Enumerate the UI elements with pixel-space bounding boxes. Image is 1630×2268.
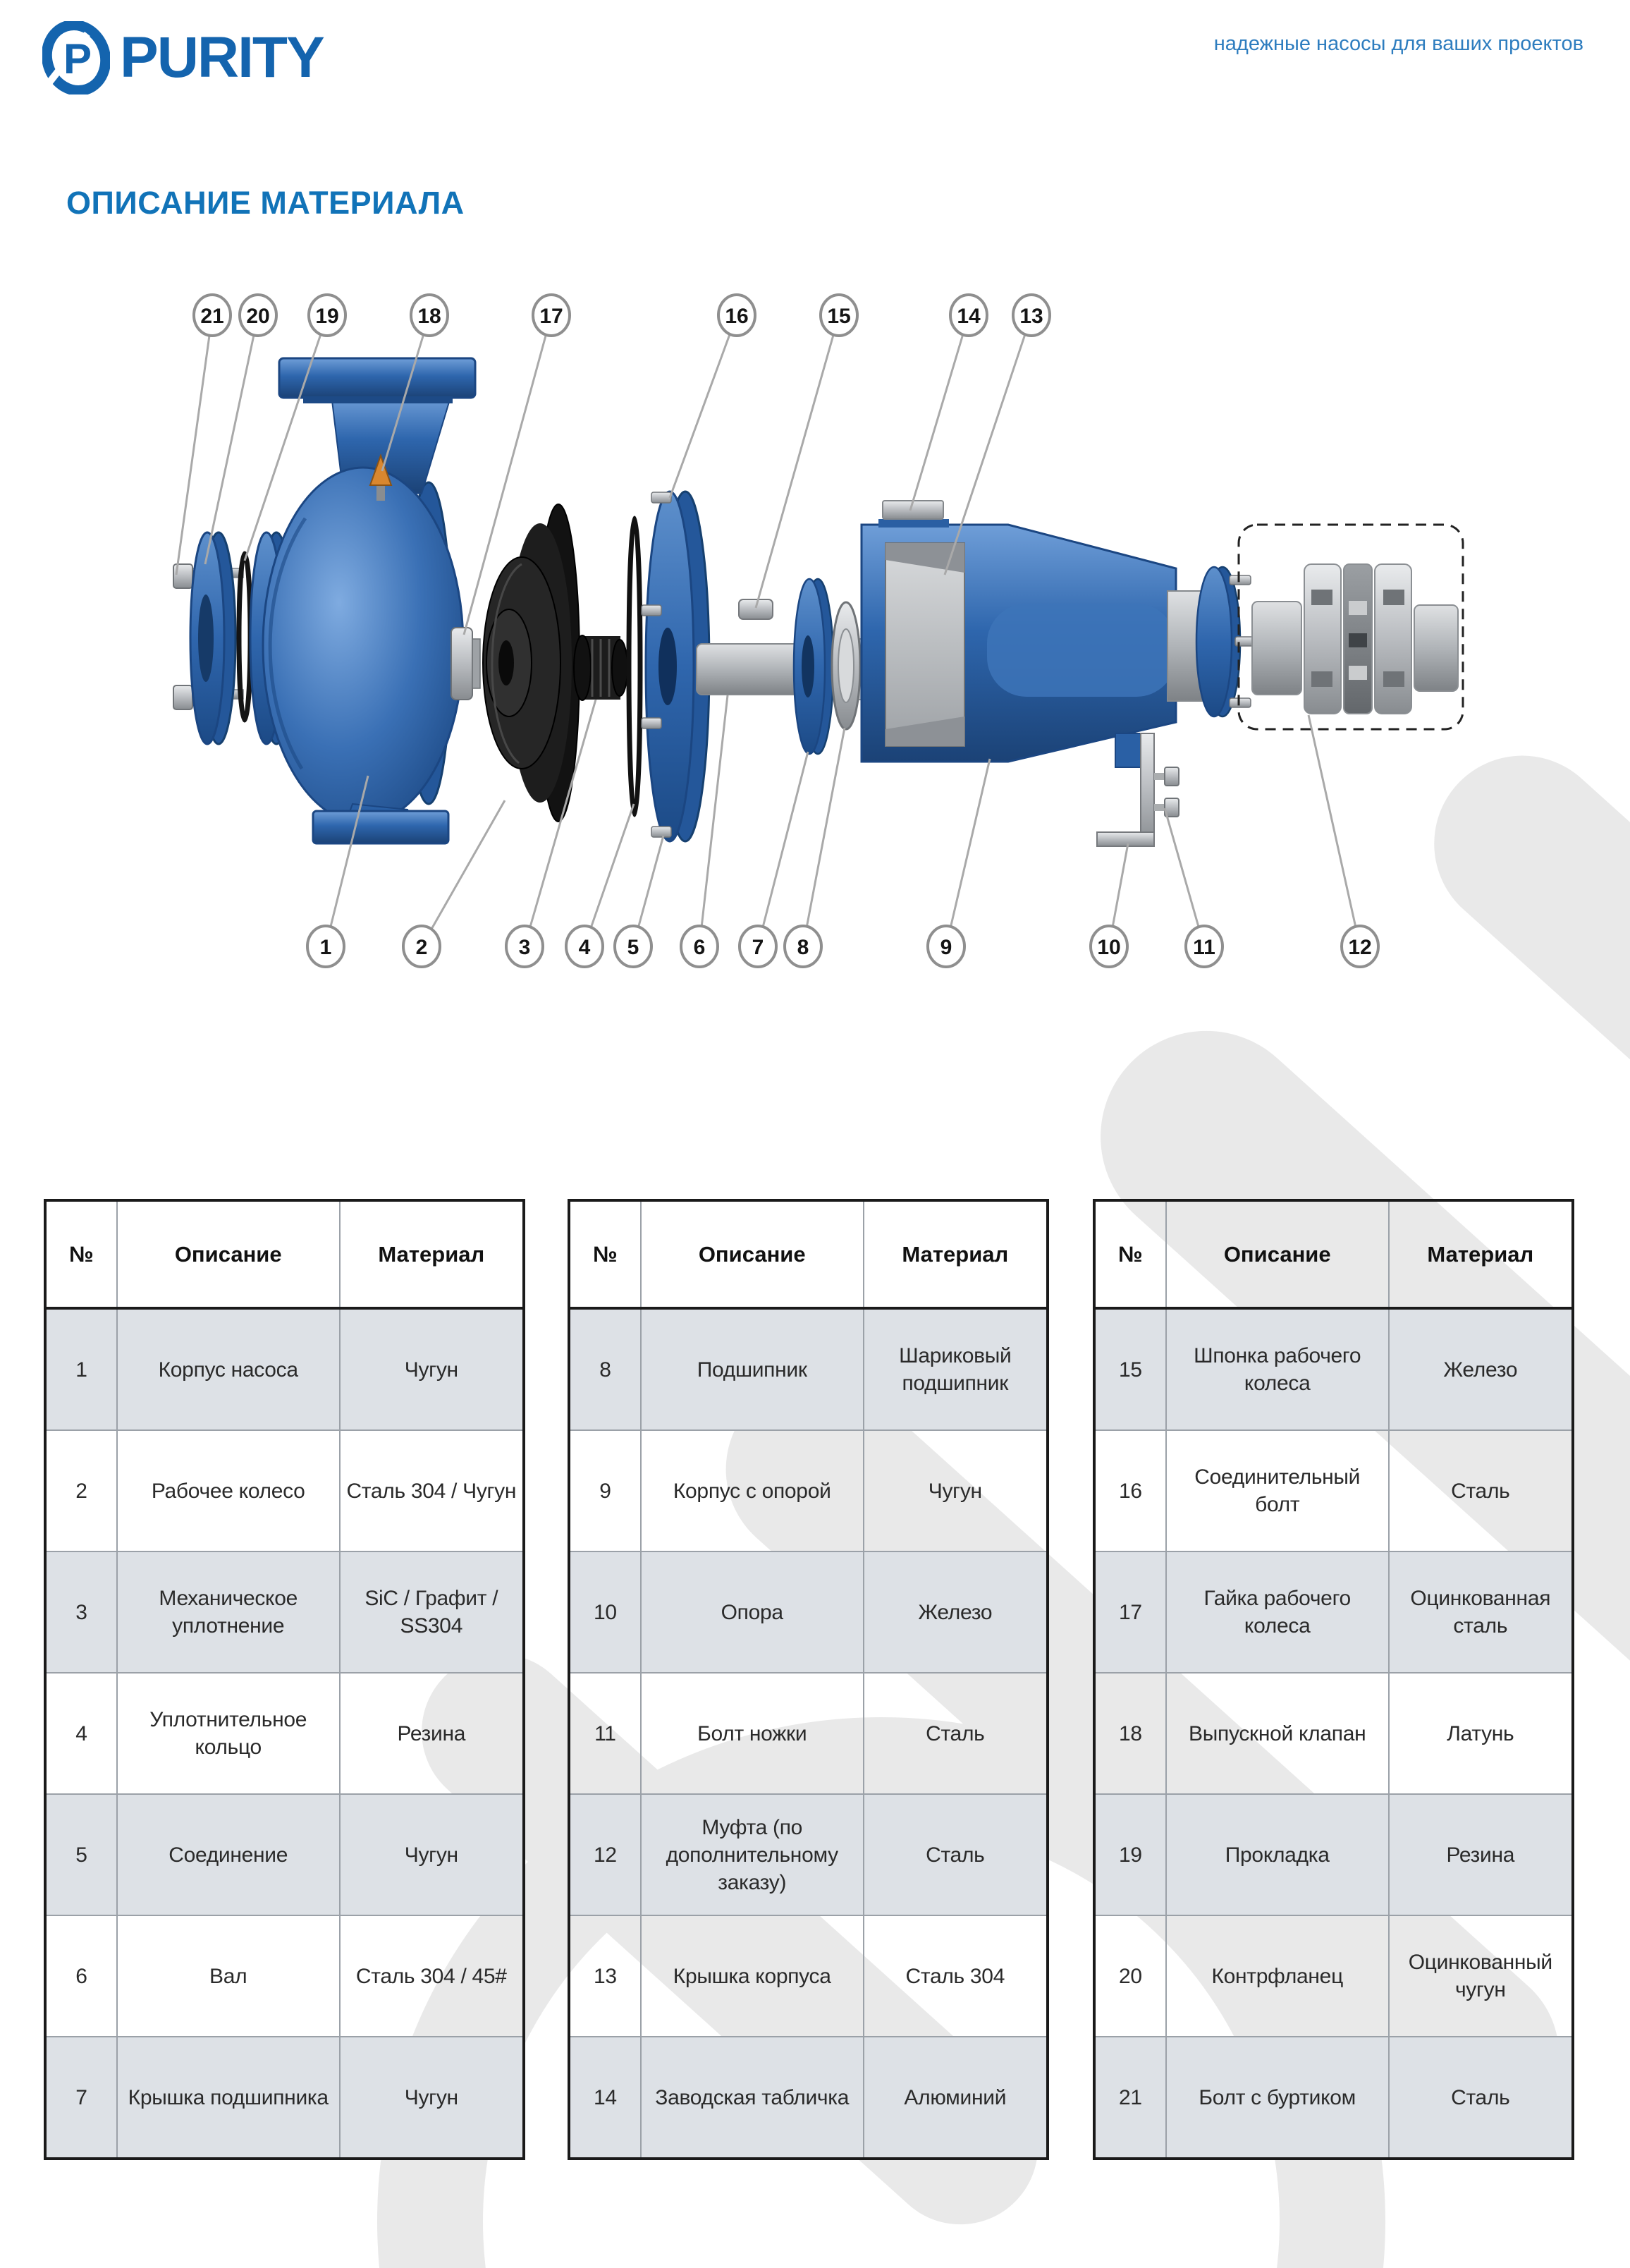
callout-number-12: 12	[1348, 936, 1372, 959]
materials-table-2	[568, 1199, 1049, 2160]
table-header-cell: №	[45, 1200, 117, 1308]
callout-number-2: 2	[415, 936, 428, 959]
table-cell: 12	[569, 1794, 641, 1915]
rear-bearing-cover	[1168, 567, 1256, 717]
table-row	[45, 1794, 524, 1915]
table-header-cell: Материал	[1389, 1200, 1573, 1308]
table-row	[569, 1551, 1048, 1673]
table-cell: Болт ножки	[641, 1673, 864, 1794]
callout-number-4: 4	[578, 936, 591, 959]
table-cell: SiC / Графит / SS304	[340, 1551, 524, 1673]
table-cell: 1	[45, 1308, 117, 1430]
table-header-cell: №	[1094, 1200, 1166, 1308]
callout-number-3: 3	[518, 936, 531, 959]
materials-table-1	[44, 1199, 525, 2160]
callout-leader-15	[756, 315, 839, 608]
table-cell: 10	[569, 1551, 641, 1673]
table-header-row	[45, 1200, 524, 1308]
table-cell: Сталь 304 / 45#	[340, 1915, 524, 2037]
table-cell: Сталь	[864, 1794, 1048, 1915]
table-cell: Оцинкованный чугун	[1389, 1915, 1573, 2037]
table-cell: Сталь 304	[864, 1915, 1048, 2037]
table-cell: Выпускной клапан	[1166, 1673, 1389, 1794]
table-row	[569, 1308, 1048, 1430]
table-header-cell: №	[569, 1200, 641, 1308]
table-cell: Вал	[117, 1915, 340, 2037]
table-row	[1094, 2037, 1573, 2159]
table-header-row	[1094, 1200, 1573, 1308]
table-cell: Алюминий	[864, 2037, 1048, 2159]
table-cell: 20	[1094, 1915, 1166, 2037]
table-cell: Рабочее колесо	[117, 1430, 340, 1551]
page-title: ОПИСАНИЕ МАТЕРИАЛА	[66, 185, 465, 221]
table-cell: 2	[45, 1430, 117, 1551]
impeller-key	[739, 599, 773, 619]
callout-number-17: 17	[539, 305, 563, 328]
table-row	[45, 1308, 524, 1430]
table-cell: Подшипник	[641, 1308, 864, 1430]
materials-table-3	[1093, 1199, 1574, 2160]
table-cell: Резина	[340, 1673, 524, 1794]
table-cell: Шариковый подшипник	[864, 1308, 1048, 1430]
table-cell: Корпус насоса	[117, 1308, 340, 1430]
table-row	[1094, 1915, 1573, 2037]
table-cell: 21	[1094, 2037, 1166, 2159]
callout-number-11: 11	[1193, 936, 1215, 959]
table-header-cell: Описание	[641, 1200, 864, 1308]
table-cell: 15	[1094, 1308, 1166, 1430]
table-cell: Соединение	[117, 1794, 340, 1915]
table-cell: 18	[1094, 1673, 1166, 1794]
table-cell: Крышка корпуса	[641, 1915, 864, 2037]
callout-leader-4	[584, 804, 634, 946]
table-cell: Резина	[1389, 1794, 1573, 1915]
foot-bolts	[1154, 767, 1179, 817]
callout-number-10: 10	[1097, 936, 1121, 959]
callout-number-15: 15	[827, 305, 851, 328]
table-row	[569, 1430, 1048, 1551]
callout-number-19: 19	[315, 305, 339, 328]
callout-number-9: 9	[940, 936, 952, 959]
table-cell: Железо	[864, 1551, 1048, 1673]
table-header-cell: Материал	[864, 1200, 1048, 1308]
impeller	[483, 504, 580, 822]
table-cell: Шпонка рабочего колеса	[1166, 1308, 1389, 1430]
pump-casing	[250, 358, 475, 843]
callout-number-5: 5	[627, 936, 639, 959]
callout-number-20: 20	[246, 305, 270, 328]
table-cell: Крышка подшипника	[117, 2037, 340, 2159]
table-cell: Муфта (по дополнительному заказу)	[641, 1794, 864, 1915]
table-cell: Чугун	[340, 1308, 524, 1430]
table-row	[569, 1673, 1048, 1794]
table-cell: 6	[45, 1915, 117, 2037]
table-row	[569, 1794, 1048, 1915]
svg-text:P: P	[63, 35, 92, 83]
table-cell: Чугун	[340, 2037, 524, 2159]
coupling-group	[1239, 525, 1463, 729]
table-cell: Чугун	[864, 1430, 1048, 1551]
header-tagline: надежные насосы для ваших проектов	[1213, 32, 1583, 55]
logo-text: PURITY	[120, 25, 324, 90]
table-cell: Латунь	[1389, 1673, 1573, 1794]
table-row	[45, 1915, 524, 2037]
table-cell: Сталь	[1389, 1430, 1573, 1551]
gasket-ring	[239, 554, 250, 720]
table-cell: Контрфланец	[1166, 1915, 1389, 2037]
table-cell: Заводская табличка	[641, 2037, 864, 2159]
table-cell: Корпус с опорой	[641, 1430, 864, 1551]
bearing-housing	[862, 525, 1176, 767]
table-cell: Оцинкованная сталь	[1389, 1551, 1573, 1673]
o-ring	[629, 518, 640, 815]
counter-flange	[190, 532, 235, 744]
table-cell: Железо	[1389, 1308, 1573, 1430]
callout-number-7: 7	[752, 936, 764, 959]
bearing-cover	[794, 579, 833, 754]
callout-number-8: 8	[797, 936, 809, 959]
table-header-row	[569, 1200, 1048, 1308]
table-cell: 8	[569, 1308, 641, 1430]
table-row	[1094, 1673, 1573, 1794]
purity-logo-icon	[42, 21, 110, 94]
table-cell: Болт с буртиком	[1166, 2037, 1389, 2159]
callout-number-16: 16	[725, 305, 749, 328]
table-cell: 9	[569, 1430, 641, 1551]
table-cell: Прокладка	[1166, 1794, 1389, 1915]
callout-number-14: 14	[957, 305, 981, 328]
table-header-cell: Описание	[1166, 1200, 1389, 1308]
table-cell: Сталь 304 / Чугун	[340, 1430, 524, 1551]
table-row	[1094, 1308, 1573, 1430]
callout-number-13: 13	[1019, 305, 1043, 328]
table-cell: 14	[569, 2037, 641, 2159]
callout-leader-7	[758, 752, 808, 946]
table-cell: 7	[45, 2037, 117, 2159]
table-row	[45, 2037, 524, 2159]
table-cell: 19	[1094, 1794, 1166, 1915]
callout-leader-8	[803, 728, 845, 946]
nameplate	[878, 501, 949, 528]
table-row	[45, 1551, 524, 1673]
table-row	[569, 2037, 1048, 2159]
table-cell: 3	[45, 1551, 117, 1673]
table-row	[1094, 1794, 1573, 1915]
callout-leader-9	[946, 759, 990, 946]
table-cell: 16	[1094, 1430, 1166, 1551]
table-cell: 13	[569, 1915, 641, 2037]
table-cell: Гайка рабочего колеса	[1166, 1551, 1389, 1673]
callout-number-21: 21	[200, 305, 224, 328]
callout-number-6: 6	[693, 936, 706, 959]
table-header-cell: Материал	[340, 1200, 524, 1308]
table-cell: 4	[45, 1673, 117, 1794]
table-cell: Чугун	[340, 1794, 524, 1915]
table-row	[45, 1430, 524, 1551]
table-cell: Соединительный болт	[1166, 1430, 1389, 1551]
table-row	[1094, 1430, 1573, 1551]
table-cell: Сталь	[1389, 2037, 1573, 2159]
table-cell: 17	[1094, 1551, 1166, 1673]
callout-leader-16	[670, 315, 737, 498]
callout-number-18: 18	[417, 305, 441, 328]
callout-number-1: 1	[319, 936, 332, 959]
callout-leader-20	[205, 315, 258, 564]
table-row	[569, 1915, 1048, 2037]
callout-leader-12	[1309, 715, 1360, 946]
table-cell: Механическое уплотнение	[117, 1551, 340, 1673]
table-cell: Сталь	[864, 1673, 1048, 1794]
pump-exploded-diagram	[0, 268, 1630, 1016]
casing-cover-cutaway	[886, 543, 964, 746]
table-cell: Уплотнительное кольцо	[117, 1673, 340, 1794]
table-cell: 11	[569, 1673, 641, 1794]
mechanical-seal	[574, 635, 627, 700]
table-header-cell: Описание	[117, 1200, 340, 1308]
table-row	[45, 1673, 524, 1794]
table-row	[1094, 1551, 1573, 1673]
logo	[42, 21, 324, 94]
bearing	[832, 602, 860, 729]
impeller-nut	[451, 628, 480, 700]
table-cell: 5	[45, 1794, 117, 1915]
callout-leader-14	[910, 315, 969, 511]
table-cell: Опора	[641, 1551, 864, 1673]
